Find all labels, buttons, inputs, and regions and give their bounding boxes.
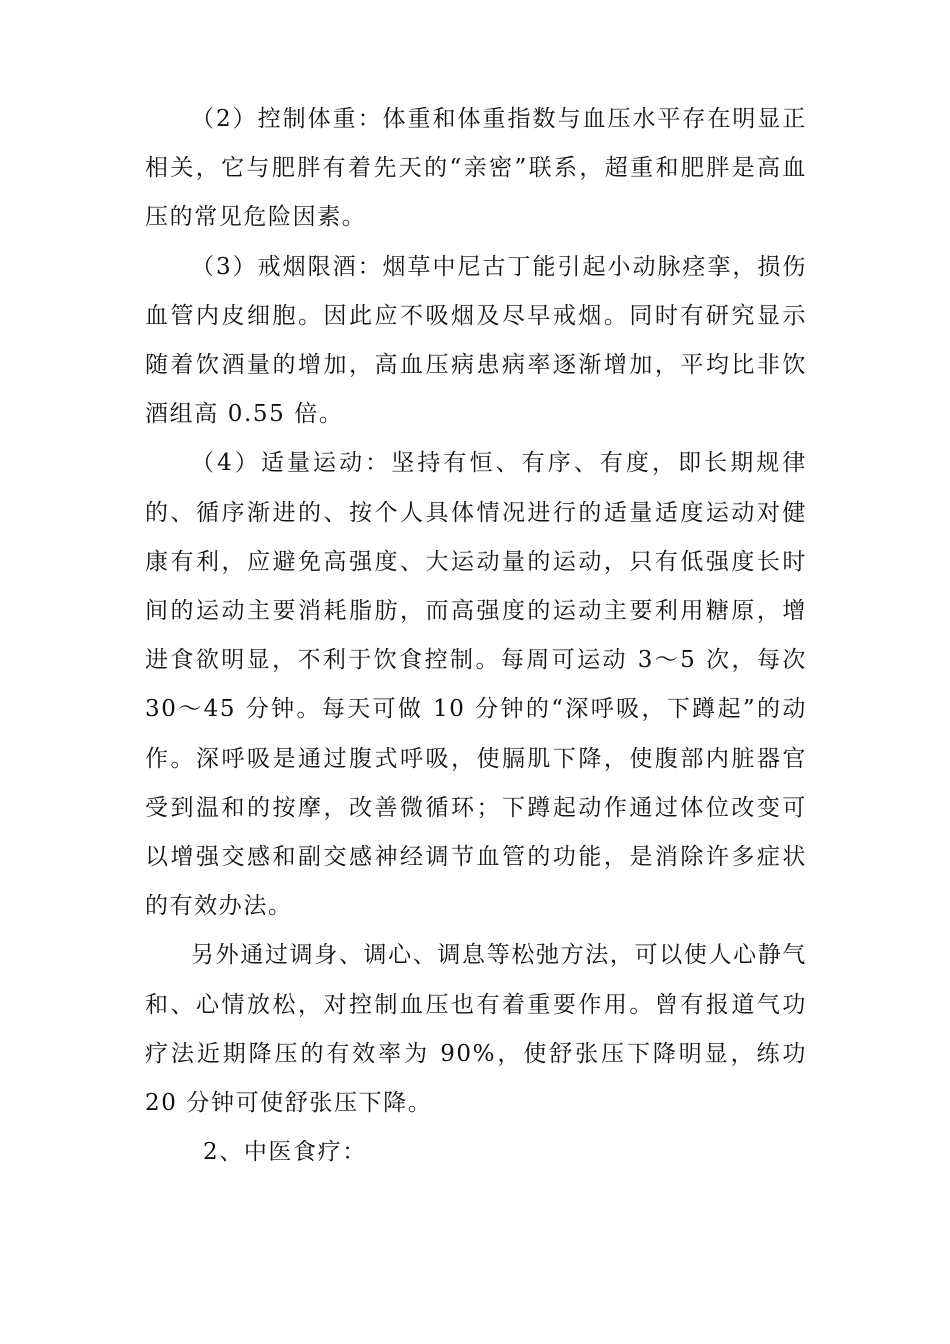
section-heading-tcm-diet: 2、中医食疗： xyxy=(203,1139,367,1166)
paragraph-weight-control: （2）控制体重：体重和体重指数与血压水平存在明显正相关，它与肥胖有着先天的“亲密”联系，超重和肥胖是高血压的常见危险因素。 xyxy=(145,106,807,231)
paragraph-exercise: （4）适量运动：坚持有恒、有序、有度，即长期规律的、循序渐进的、按个人具体情况进行的适量适度运动对健康有利，应避免高强度、大运动量的运动，只有低强度长时间的运动主要消耗脂肪，而高强度的运动主要利用糖原，增进食欲明显，不利于饮食控制。每周可运动 3～5 次，每次 30～45 分钟。每天可做 10 分钟的“深呼吸，下蹲起”的动作。深呼吸是通过腹式呼吸，使膈肌下降，使腹部内脏器官受到温和的按摩，改善微循环；下蹲起动作通过体位改变可以增强交感和副交感神经调节血管的功能，是消除许多症状的有效办法。 xyxy=(145,450,807,920)
paragraph-relaxation: 另外通过调身、调心、调息等松弛方法，可以使人心静气和、心情放松，对控制血压也有着重要作用。曾有报道气功疗法近期降压的有效率为 90%，使舒张压下降明显，练功 20 分钟可使舒张压下降。 xyxy=(145,942,807,1117)
document-body xyxy=(145,95,807,1177)
paragraph-smoking-drinking: （3）戒烟限酒：烟草中尼古丁能引起小动脉痉挛，损伤血管内皮细胞。因此应不吸烟及尽早戒烟。同时有研究显示随着饮酒量的增加，高血压病患病率逐渐增加，平均比非饮酒组高 0.55 倍。 xyxy=(145,253,807,428)
